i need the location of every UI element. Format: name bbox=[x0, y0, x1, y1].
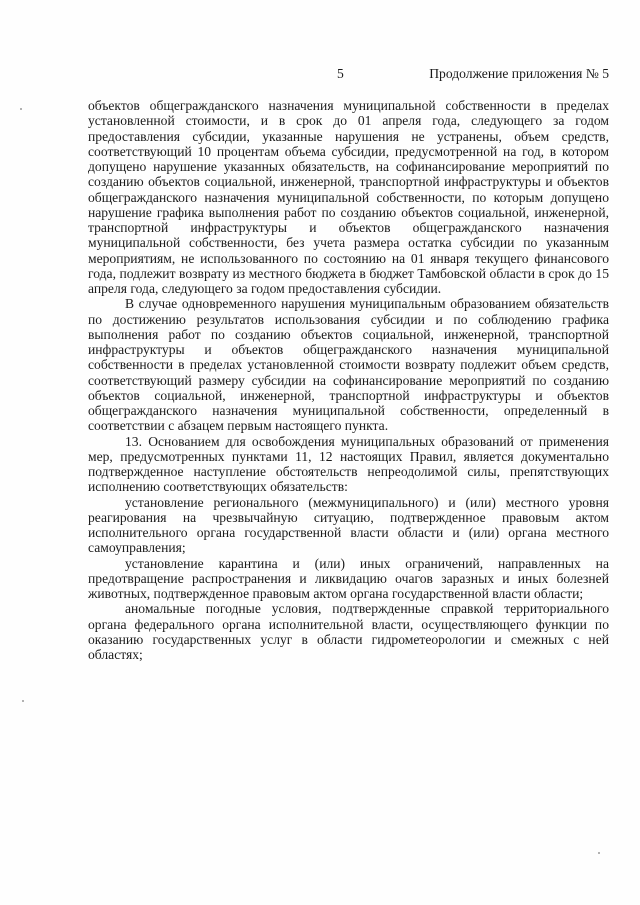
paragraph-continued: объектов общегражданского назначения муниципальной собственности в пределах установленной стоимости, и в срок до 01 апреля года, следующего за годом предоставления субсидии, указанные нарушения не устранены, объем средств, соответствующий 10 процентам объема субсидии, предусмотренной на год, в котором допущено нарушение указанных обязательств, на софинансирование мероприятий по созданию объектов социальной, инженерной, транспортной инфраструктуры и объектов общегражданского назначения муниципальной собственности, по которым допущено нарушение графика выполнения работ по созданию объектов социальной, инженерной, транспортной инфраструктуры и объектов общегражданского назначения муниципальной собственности, без учета размера остатка субсидии по указанным мероприятиям, не использованного по состоянию на 01 января текущего финансового года, подлежит возврату из местного бюджета в бюджет Тамбовской области в срок до 15 апреля года, следующего за годом предоставления субсидии. bbox=[88, 98, 609, 296]
scan-artifact bbox=[598, 852, 600, 854]
scan-artifact bbox=[20, 108, 22, 110]
page-header bbox=[0, 66, 640, 84]
appendix-continuation-label: Продолжение приложения № 5 bbox=[429, 66, 609, 81]
document-body bbox=[88, 98, 609, 662]
list-item: аномальные погодные условия, подтвержденные справкой территориального органа федерального органа исполнительной власти, осуществляющего функции по оказанию государственных услуг в области гидрометеорологии и смежных с ней областях; bbox=[88, 601, 609, 662]
paragraph: В случае одновременного нарушения муниципальным образованием обязательств по достижению результатов использования субсидии и по соблюдению графика выполнения работ по созданию объектов социальной, инженерной, транспортной инфраструктуры и объектов общегражданского назначения муниципальной собственности в пределах установленной стоимости возврату подлежит объем средств, соответствующий размеру субсидии на софинансирование мероприятий по созданию объектов социальной, инженерной, транспортной инфраструктуры и объектов общегражданского назначения муниципальной собственности, определенный в соответствии с абзацем первым настоящего пункта. bbox=[88, 296, 609, 434]
scan-artifact bbox=[22, 700, 24, 702]
paragraph-item-13: 13. Основанием для освобождения муниципальных образований от применения мер, предусмотренных пунктами 11, 12 настоящих Правил, является документально подтвержденное наступление обстоятельств непреодолимой силы, препятствующих исполнению соответствующих обязательств: bbox=[88, 433, 609, 495]
list-item: установление регионального (межмуниципального) и (или) местного уровня реагирования на чрезвычайную ситуацию, подтвержденное правовым актом исполнительного органа государственной власти области и (или) органа местного самоуправления; bbox=[88, 494, 609, 556]
list-item: установление карантина и (или) иных ограничений, направленных на предотвращение распространения и ликвидацию очагов заразных и иных болезней животных, подтвержденное правовым актом органа государственной власти области; bbox=[88, 555, 609, 601]
page-number: 5 bbox=[337, 66, 344, 81]
